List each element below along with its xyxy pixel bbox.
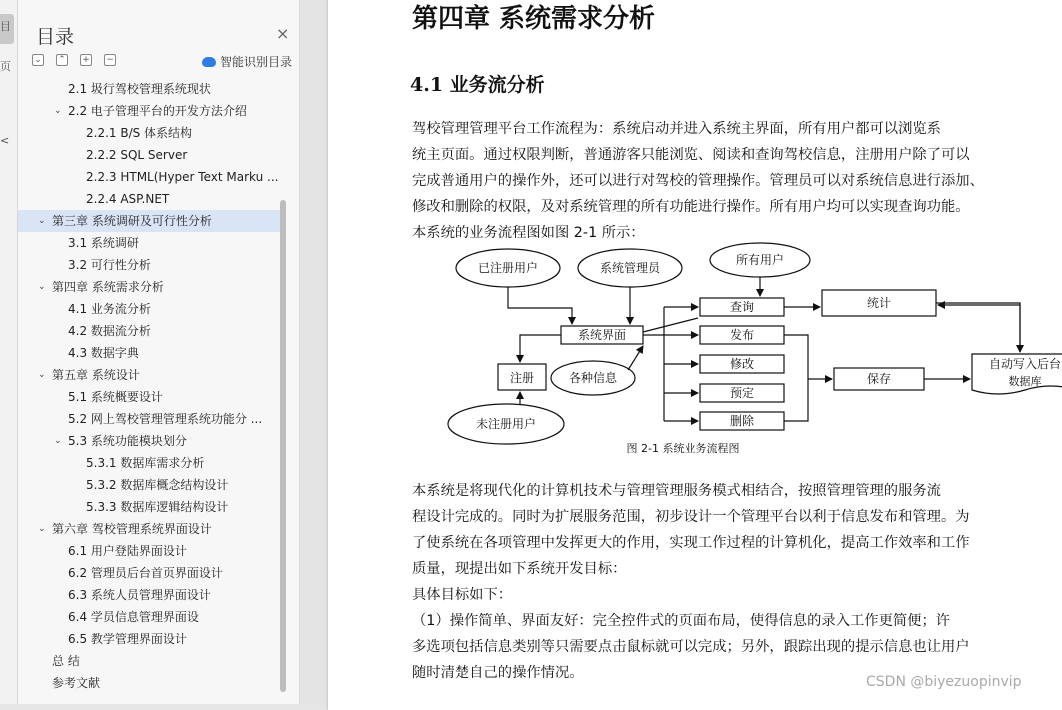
toc-item-label: 5.3.3 数据库逻辑结构设计 <box>86 500 229 514</box>
various-info-label: 各种信息 <box>568 371 618 385</box>
toc-item-label: 6.5 教学管理界面设计 <box>68 632 187 646</box>
document-area <box>300 0 1062 704</box>
chevron-down-icon[interactable]: ⌄ <box>38 370 46 380</box>
left-side-strip <box>0 0 18 704</box>
toc-item[interactable] <box>18 100 280 122</box>
close-icon[interactable]: × <box>276 24 290 43</box>
toc-item-label: 6.4 学员信息管理界面设 <box>68 610 199 624</box>
toc-item-label: 第六章 驾校管理系统界面设计 <box>52 522 212 536</box>
query-label: 查询 <box>729 300 755 314</box>
toc-item[interactable] <box>18 276 280 298</box>
paragraph-line: 本系统是将现代化的计算机技术与管理管理服务模式相结合，按照管理管理的服务流 <box>412 483 941 499</box>
paragraph-line: 了使系统在各项管理中发挥更大的作用，实现工作过程的计算机化，提高工作效率和工作 <box>412 535 970 551</box>
expand-level-button[interactable]: ⌃ <box>56 54 68 66</box>
toc-item-label: 5.3.2 数据库概念结构设计 <box>86 478 229 492</box>
toc-item-label: 参考文献 <box>52 676 101 690</box>
all-users-label: 所有用户 <box>735 253 785 267</box>
statistics-label: 统计 <box>866 296 892 310</box>
toc-item[interactable] <box>18 78 280 100</box>
toc-item[interactable] <box>18 518 280 540</box>
business-flow-diagram <box>438 242 1062 464</box>
toc-item[interactable] <box>18 408 280 430</box>
collapse-all-button[interactable]: ⌄ <box>32 54 44 66</box>
cloud-icon <box>202 57 216 67</box>
toc-item-label: 2.1 圾行驾校管理系统现状 <box>68 82 211 96</box>
toc-item-label: 5.3.1 数据库需求分析 <box>86 456 205 470</box>
toc-item[interactable] <box>18 474 280 496</box>
toc-item[interactable] <box>18 386 280 408</box>
toc-item-label: 2.2.1 B/S 体系结构 <box>86 126 193 140</box>
paragraph-line: 完成普通用户的操作外，还可以进行对驾校的管理操作。管理员可以对系统信息进行添加、 <box>412 173 984 189</box>
toc-item[interactable] <box>18 122 280 144</box>
chevron-down-icon[interactable]: ⌄ <box>38 216 46 226</box>
toc-item[interactable] <box>18 452 280 474</box>
registered-user-label: 已注册用户 <box>477 261 539 275</box>
toc-item[interactable] <box>18 364 280 386</box>
toc-item-label: 6.1 用户登陆界面设计 <box>68 544 187 558</box>
toc-item-label: 4.3 数据字典 <box>68 346 139 360</box>
toc-item[interactable] <box>18 584 280 606</box>
watermark: CSDN @biyezuopinvip <box>866 674 1022 690</box>
toc-item-label: 第四章 系统需求分析 <box>52 280 164 294</box>
save-label: 保存 <box>866 372 892 386</box>
toc-item-label: 3.1 系统调研 <box>68 236 139 250</box>
toc-item-label: 总 结 <box>52 654 80 668</box>
paragraph-line: 本系统的业务流程图如图 2-1 所示： <box>412 225 645 241</box>
paragraph-line: 质量，现提出如下系统开发目标： <box>412 561 627 577</box>
collapse-strip-icon[interactable]: < <box>0 134 10 147</box>
paragraph-line: 具体目标如下： <box>412 587 513 603</box>
toc-title: 目录 <box>36 26 75 48</box>
paragraph-workflow <box>412 116 1042 246</box>
chevron-down-icon[interactable]: ⌄ <box>54 106 62 116</box>
toc-item-label: 6.3 系统人员管理界面设计 <box>68 588 211 602</box>
paragraph-line: 多选项包括信息类别等只需要点击鼠标就可以完成；另外，跟踪出现的提示信息也让用户 <box>412 639 970 655</box>
toc-item[interactable] <box>18 628 280 650</box>
chevron-down-icon[interactable]: ⌄ <box>38 524 46 534</box>
toc-item[interactable] <box>18 144 280 166</box>
diagram-caption: 图 2-1 系统业务流程图 <box>626 442 740 455</box>
auto-write-label-1: 自动写入后台 <box>988 357 1062 371</box>
ai-recognize-label: 智能识别目录 <box>220 55 293 69</box>
toc-item[interactable] <box>18 210 280 232</box>
toc-item[interactable] <box>18 672 280 694</box>
remove-heading-button[interactable]: − <box>104 54 116 66</box>
register-label: 注册 <box>509 371 535 385</box>
modify-label: 修改 <box>729 357 755 371</box>
section-title: 4.1 业务流分析 <box>410 74 545 96</box>
toc-item[interactable] <box>18 430 280 452</box>
toc-item[interactable] <box>18 562 280 584</box>
toc-item-label: 4.2 数据流分析 <box>68 324 151 338</box>
paragraph-line: 驾校管理管理平台工作流程为：系统启动并进入系统主界面，所有用户都可以浏览系 <box>412 121 941 137</box>
delete-label: 删除 <box>729 414 755 428</box>
toc-scrollbar[interactable] <box>280 200 286 692</box>
toc-item[interactable] <box>18 298 280 320</box>
toc-item-label: 5.1 系统概要设计 <box>68 390 163 404</box>
toc-item[interactable] <box>18 342 280 364</box>
paragraph-line: 随时清楚自己的操作情况。 <box>412 665 584 681</box>
toc-item[interactable] <box>18 254 280 276</box>
toc-item-label: 第三章 系统调研及可行性分析 <box>52 214 212 228</box>
paragraph-line: 修改和删除的权限，及对系统管理的所有功能进行操作。所有用户均可以实现查询功能。 <box>412 199 970 215</box>
toc-item[interactable] <box>18 188 280 210</box>
toc-item-label: 2.2.2 SQL Server <box>86 148 188 162</box>
chevron-down-icon[interactable]: ⌄ <box>38 282 46 292</box>
page-tab-glyph[interactable]: 页 <box>0 60 11 73</box>
ai-recognize-toc-button[interactable] <box>202 53 292 70</box>
reserve-label: 预定 <box>729 386 755 400</box>
toc-item-label: 第五章 系统设计 <box>52 368 140 382</box>
toc-item[interactable] <box>18 540 280 562</box>
toc-item[interactable] <box>18 232 280 254</box>
toc-list <box>18 78 280 700</box>
toc-item[interactable] <box>18 320 280 342</box>
toc-item[interactable] <box>18 650 280 672</box>
toc-item-label: 2.2.3 HTML(Hyper Text Marku ... <box>86 170 279 184</box>
toc-item-label: 3.2 可行性分析 <box>68 258 151 272</box>
paragraph-goals <box>412 478 1042 686</box>
add-heading-button[interactable]: + <box>80 54 92 66</box>
toc-item-label: 5.3 系统功能模块划分 <box>68 434 187 448</box>
toc-item-label: 2.2.4 ASP.NET <box>86 192 170 206</box>
toc-tab-glyph: 目 <box>0 20 11 33</box>
toc-panel <box>18 0 300 704</box>
toc-item[interactable] <box>18 496 280 518</box>
toc-item-label: 4.1 业务流分析 <box>68 302 151 316</box>
system-ui-label: 系统界面 <box>577 328 627 342</box>
auto-write-label-2: 数据库 <box>1008 375 1042 388</box>
chevron-down-icon[interactable]: ⌄ <box>54 436 62 446</box>
toc-item-label: 2.2 电子管理平台的开发方法介绍 <box>68 104 247 118</box>
paragraph-line: 程设计完成的。同时为扩展服务范围，初步设计一个管理平台以利于信息发布和管理。为 <box>412 509 970 525</box>
document-page <box>328 0 1062 710</box>
toc-item-label: 5.2 网上驾校管理管理系统功能分 ... <box>68 412 263 426</box>
admin-label: 系统管理员 <box>599 261 661 275</box>
toc-item-label: 6.2 管理员后台首页界面设计 <box>68 566 223 580</box>
toc-item[interactable] <box>18 166 280 188</box>
chapter-title: 第四章 系统需求分析 <box>412 4 656 34</box>
paragraph-line: （1）操作简单、界面友好：完全控件式的页面布局，使得信息的录入工作更简便；许 <box>412 613 951 629</box>
paragraph-line: 统主页面。通过权限判断，普通游客只能浏览、阅读和查询驾校信息，注册用户除了可以 <box>412 147 970 163</box>
toc-item[interactable] <box>18 606 280 628</box>
unregistered-user-label: 未注册用户 <box>475 417 537 431</box>
publish-label: 发布 <box>729 328 755 342</box>
